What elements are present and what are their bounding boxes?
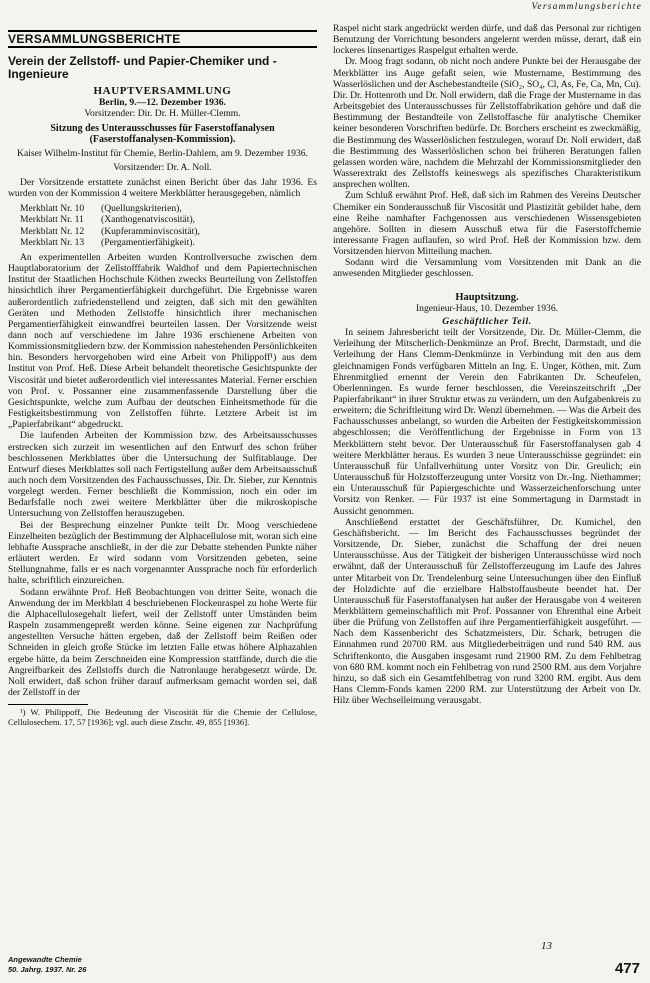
merkblatt-topic: (Xanthogenatviscosität), (101, 214, 196, 226)
journal-issue: 50. Jahrg. 1937. Nr. 26 (8, 964, 87, 974)
merkblatt-item (8, 214, 317, 225)
merkblatt-number: Merkblatt Nr. 13 (20, 236, 85, 248)
chair-2: Vorsitzender: Dr. A. Noll. (113, 161, 212, 173)
paragraph-moog: Dr. Moog fragt sodann, ob nicht noch andere Punkte bei der Herausgabe der Merkblätter ins Auge gefaßt seien, wie Mustername, Bestimmung des Wasserlöslichen und der Aschebestandteile (SiO₂, SO₄, Cl, As, Fe, Ca, Mn, Cu). Dir. Dr. Hottenroth und Dr. Noll erwidern, daß die Frage der Mustername in das Arbeitsgebiet des Unterausschusses für Zellstoffabrikation gehöre und daß die Bestimmung der Bestandteile von Zellstoffasche für analytische Chemiker keiner besonderen Vorschriften bedürfe. Dr. Borchers erscheint es zweckmäßig, die Bestimmung des Wasserlöslichen festzulegen, worauf Dr. Noll erwidert, daß die Bestimmung des Wasserlöslichen schon bei früheren Beratungen fallen gelassen worden wäre, nachdem die Mehrzahl der Kommissionsmitglieder den Wasserextrakt des Zellstoffs keineswegs als spezifisches Charakteristikum ansprechen wollten. (333, 56, 641, 191)
merkblatt-topic: (Kupferamminviscosität), (101, 225, 200, 237)
venue-2: Ingenieur-Haus, 10. Dezember 1936. (415, 302, 559, 314)
paragraph-ongoing-work: Die laufenden Arbeiten der Kommission bzw. des Arbeitsausschusses erstrecken sich zurzeit im wesentlichen auf den Entwurf des schon früher beschlossenen Merkblattes über die Untersuchung der Sulfitablauge. Der Entwurf dieses Merkblattes soll nach Fertigstellung außer dem Arbeitsausschuß auch noch dem Vorsitzenden des Fachausschusses, Dir. Dr. Sieber, zur Kenntnis vorgelegt werden. Ferner beschließt die Kommission, noch ein oder im Bedarfsfalle noch zwei weitere Merkblätter über die mikroskopische Untersuchung von Zellstoffen herauszugeben. (8, 430, 317, 520)
paragraph-viscosity-committee: Zum Schluß erwähnt Prof. Heß, daß sich im Rahmen des Vereins Deutscher Chemiker ein Sonderausschuß für Viscosität und Plastizität gebildet habe, dem eine Reihe namhafter Fachgenossen aus verschiedenen Wissensgebieten angehöre. Sollten in diesem Ausschuß etwa für die Faserstoffchemie interessante Fragen auflaufen, so wird Prof. Heß der Kommission bzw. dem Vorsitzenden hiervon Mitteilung machen. (333, 190, 641, 258)
footnote: ¹) W. Philippoff, Die Bedeutung der Viscosität für die Chemie der Cellulose, Cellulosechem. 17, 57 [1936]; vgl. auch diese Ztschr. 49, 855 [1936]. (8, 707, 317, 728)
hv-dates: Berlin, 9.—12. Dezember 1936. (99, 97, 226, 109)
merkblatt-topic: (Pergamentierfähigkeit). (101, 236, 195, 248)
paragraph-discussion: Bei der Besprechung einzelner Punkte teilt Dr. Moog verschiedene Einzelheiten bezüglich der Bestimmung der Alphacellulose mit, woran sich eine lebhafte Aussprache anschließt, in der die zur Debatte stehenden Punkte näher erläutert werden. Er wird sodann vom Vorsitzenden gebeten, seine Stellungnahme, falls er es nach vorgenannter Aussprache noch für erforderlich halte, schriftlich einzureichen. (8, 519, 317, 587)
merkblatt-number: Merkblatt Nr. 10 (20, 203, 85, 215)
hv-title: HAUPTVERSAMMLUNG (93, 85, 232, 98)
business-heading: Geschäftlicher Teil. (442, 315, 532, 327)
margin-mark: 13 (541, 940, 552, 952)
paragraph-business-report: Anschließend erstattet der Geschäftsführer, Dr. Kumichel, den Geschäftsbericht. — Im Bericht des Fachausschusses begründet der Vorsitzende, Dr. Sieber, zunächst die Schaffung der drei neuen Unterausschüsse. Aus der Tätigkeit der bisherigen Unterausschüsse wird noch erwähnt, daß der Unterausschuß für Zellstofferzeugung im Laufe des Jahres unter Mitarbeit von Dr. Trendelenburg seine Untersuchungen über den Einfluß der Holzdichte auf die erzielbare Halbstoffausbeute beendet hat. Der Unterausschuß für Faserstoffanalysen hat außer der Herausgabe von 4 weiteren Merkblättern gemeinschaftlich mit Prof. Possanner von Ehrenthal eine Arbeit über die Prüfung von Zellstoffen auf ihre Pergamentierfähigkeit ausgeführt. — Nach dem Kassenbericht des Schatzmeisters, Dir. Schark, betrugen die Einnahmen rund 20700 RM. aus Mitgliederbeiträgen und rund 540 RM. aus Schriftenkonto, die Ausgaben insgesamt rund 21900 RM. Zu dem Fehlbetrag von 680 RM. kommt noch ein Fehlbetrag von rund 2500 RM. aus dem Vorjahre hinzu, so daß sich ein Gesamtfehlbetrag von rund 3200 RM. ergibt. Aus dem Hans Clemm-Fonds kamen 2200 RM. zur Unterstützung der Arbeit von Dr. Hilz über Wechselleimung verausgabt. (333, 516, 641, 707)
section-heading: VERSAMMLUNGSBERICHTE (8, 30, 317, 48)
journal-footer (8, 955, 86, 974)
right-column (333, 23, 641, 706)
merkblatt-number: Merkblatt Nr. 11 (20, 214, 84, 226)
paragraph-raspel: Raspel nicht stark angedrückt werden dürfe, und daß das Personal zur richtigen Benutzung der Vorrichtung besonders angelernt werden müsse, derart, daß ein lockeres linsenartiges Raspelgut erhalten werde. (333, 23, 641, 57)
footnote-rule (8, 704, 88, 705)
paragraph-closing: Sodann wird die Versammlung vom Vorsitzenden mit Dank an die anwesenden Mitglieder geschlossen. (333, 257, 641, 280)
left-column (8, 30, 317, 727)
chair-1: Vorsitzender: Dir. Dr. H. Müller-Clemm. (84, 108, 241, 120)
article-title: Verein der Zellstoff- und Papier-Chemiker und -Ingenieure (8, 54, 277, 82)
merkblatt-item (8, 203, 317, 214)
paragraph-hess: Sodann erwähnte Prof. Heß Beobachtungen von dritter Seite, wonach die Anwendung der im Merkblatt 4 beschriebenen Flockenraspel zu hohe Werte für die Alphacellulosegehalt liefert, weil der Zellstoff unter Umständen beim Raspeln zusammengepreßt werden könne. Seine eigenen zur Nachprüfung angestellten Versuche hätten ergeben, daß der Zellstoff beim Reißen oder Schneiden in gleich große Stücke im letzten Falle etwas höhere Alphazahlen ergebe hätte, da beim Zerschneiden eine Kompression stattfände, durch die die Angreifbarkeit des Zellstoffs durch die Natronlauge herabgesetzt würde. Dr. Noll erwidert, daß schon früher darauf aufmerksam gemacht worden sei, daß der Zellstoff in der (8, 586, 317, 698)
merkblatt-item (8, 237, 317, 248)
venue: Kaiser Wilhelm-Institut für Chemie, Berlin-Dahlem, am 9. Dezember 1936. (17, 147, 308, 159)
paragraph-annual-report: In seinem Jahresbericht teilt der Vorsitzende, Dir. Dr. Müller-Clemm, die Verleihung der Mitscherlich-Denkmünze an Prof. Brecht, Darmstadt, und die Verleihung der Hans Clemm-Denkmünze in Verbindung mit den aus dem gleichnamigen Fonds verfügbaren Mitteln an Ing. E. Unger, Köthen, mit. Zum Ehrenmitglied ernennt der Verein den Fabrikanten Dr. Scheufelen, Oberlenningen. Es wurde ferner beschlossen, die Vereinszeitschrift „Der Papierfabrikant“ in ihrer Struktur etwas zu verändern, um den Aufgabenkreis zu erweitern; die Schriftleitung wird Dr. Wenzl übernehmen. — Was die Arbeit des Fachausschusses anbelangt, so wurden die Arbeiten der Festigkeitskommission abgeschlossen; die Veröffentlichung der Ergebnisse in Form von 13 Merkblättern steht bevor. Der Unterausschuß für Faserstoffanalysen gab 4 weitere Merkblätter heraus. Es wurden 3 neue Unterausschüsse gegründet: ein Unterausschuß für Unfallverhütung unter Vorsitz von Dir. Greulich; ein Unterausschuß für Holzstofferzeugung unter Vorsitz von Dr.-Ing. Niethammer; ein Unterausschuß für Papiergeschichte und Wasserzeichenforschung unter Vorsitz von Renker. — Für 1937 ist eine Sommertagung in Darmstadt in Aussicht genommen. (333, 327, 641, 517)
merkblatt-topic: (Quellungskriterien), (101, 203, 182, 215)
page-number: 477 (614, 960, 640, 977)
journal-name: Angewandte Chemie (8, 955, 82, 964)
subcommittee-title: Sitzung des Unterausschusses für Faserstoffanalysen (Faserstoffanalysen-Kommission). (50, 122, 275, 146)
running-head: Versammlungsberichte (531, 2, 642, 12)
merkblatt-number: Merkblatt Nr. 12 (20, 225, 85, 237)
intro-paragraph: Der Vorsitzende erstattete zunächst einen Bericht über das Jahr 1936. Es wurden von der Kommission 4 weitere Merkblätter herausgegeben, nämlich (8, 176, 317, 200)
hauptsitzung-heading: Hauptsitzung. (455, 291, 519, 303)
paragraph-experimental: An experimentellen Arbeiten wurden Kontrollversuche zwischen dem Hauptlaboratorium der Zellstofffabrik Waldhof und dem Papiertechnischen Institut der Staatlichen Hochschule Köthen zwecks Beurteilung von Zellstoffen hinsichtlich ihrer Pergamentierfähigkeit durchgeführt. Die Ergebnisse waren außerordentlich zufriedenstellend und zeigten, daß sich mit den gewählten Geräten und Methoden Zellstoffe hinsichtlich ihrer mechanischen Pergamentierfähigkeit einwandfrei beurteilen lassen. Der Vorsitzende weist dann noch auf verschiedene im Jahre 1936 erschienene Arbeiten von Kommissionsmitgliedern bzw. der Kommission nahestehenden Persönlichkeiten hin. Besonders hervorgehoben wird eine Arbeit von Philippoff¹) aus dem Institut von Prof. Heß. Diese Arbeit behandelt theoretische Gesichtspunkte der Viscosität und bietet außerordentlich viel interessantes Material. Ferner erschien von Prof. v. Possanner eine zusammenfassende Darstellung über die Gesichtspunkte, welche zum Aufbau der deutschen Einheitsmethode für die Festigkeitsbestimmung von Zellstoffen führte. Letztere Arbeit ist im „Papierfabrikant“ abgedruckt. (8, 251, 317, 431)
merkblatt-item (8, 226, 317, 237)
merkblatt-list (8, 203, 317, 248)
